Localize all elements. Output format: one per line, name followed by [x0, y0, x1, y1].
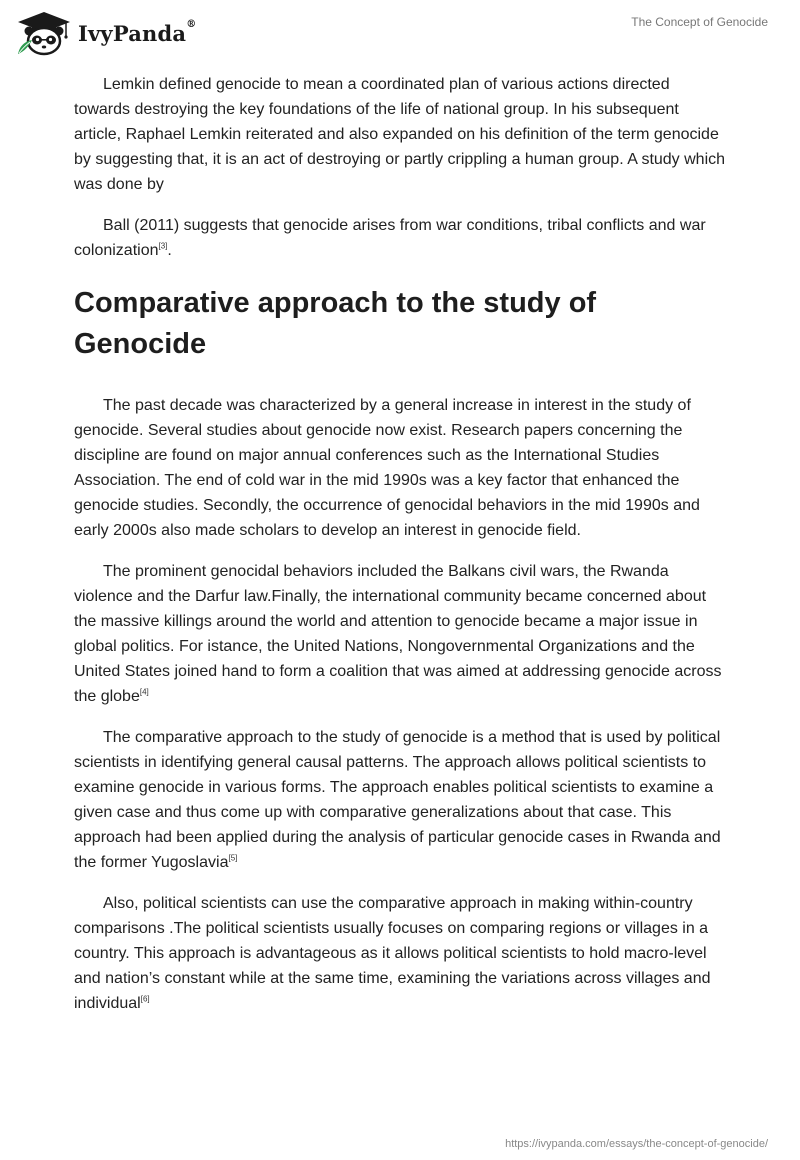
paragraph-text: The comparative approach to the study of genocide is a method that is used by political scientists in identifying general causal patterns. The approach allows political scientists to examine genocide in various forms. The approach enables political scientists to examine a given case and thus come up with comparative generalizations about that case. This approach had been applied during the analysis of particular genocide cases in Rwanda and the former Yugoslavia: [74, 729, 721, 871]
source-url[interactable]: https://ivypanda.com/essays/the-concept-of-genocide/: [505, 1138, 768, 1150]
footnote-ref[interactable]: [5]: [228, 853, 238, 863]
paragraph-text: Also, political scientists can use the comparative approach in making within-country comparisons .The political scientists usually focuses on comparing regions or villages in a country. This approach is advantageous as it allows political scientists to hold macro-level and nation’s constant while at the same time, examining the variations across villages and individual: [74, 895, 711, 1012]
paragraph: [74, 891, 730, 1016]
essay-content: [74, 72, 730, 1032]
paragraph: [74, 559, 730, 709]
section-heading: Comparative approach to the study of Genocide: [74, 287, 597, 360]
panda-graduate-icon: [14, 10, 74, 56]
paragraph-text: Ball (2011) suggests that genocide arises from war conditions, tribal conflicts and war colonization: [74, 217, 706, 259]
paragraph: Lemkin defined genocide to mean a coordinated plan of various actions directed towards destroying the key foundations of the life of national group. In his subsequent article, Raphael Lemkin reiterated and also expanded on his definition of the term genocide by suggesting that, it is an act of destroying or partly crippling a human group. A study which was done by: [74, 76, 726, 193]
footnote-ref[interactable]: [4]: [139, 687, 149, 697]
footnote-ref[interactable]: [6]: [140, 994, 150, 1004]
document-title: The Concept of Genocide: [631, 15, 768, 29]
brand-name: IvyPanda®: [78, 18, 197, 46]
paragraph: The past decade was characterized by a general increase in interest in the study of genocide. Several studies about genocide now exist. Research papers concerning the discipline are found on major annual conferences such as the International Studies Association. The end of cold war in the mid 1990s was a key factor that enhanced the genocide studies. Secondly, the occurrence of genocidal behaviors in the mid 1990s and early 2000s also made scholars to develop an interest in genocide field.: [74, 397, 700, 539]
footnote-ref[interactable]: [3]: [158, 241, 168, 251]
paragraph-text: The prominent genocidal behaviors included the Balkans civil wars, the Rwanda violence and the Darfur law.Finally, the international community became concerned about the massive killings around the world and attention to genocide became a major issue in global politics. For istance, the United Nations, Nongovernmental Organizations and the United States joined hand to form a coalition that was aimed at addressing genocide across the globe: [74, 563, 722, 705]
page-header: [0, 0, 800, 64]
paragraph: Ball (2011) suggests that genocide arises from war conditions, tribal conflicts and war colonization[3].: [74, 217, 706, 259]
paragraph: [74, 725, 730, 875]
ivypanda-logo[interactable]: [14, 8, 196, 58]
